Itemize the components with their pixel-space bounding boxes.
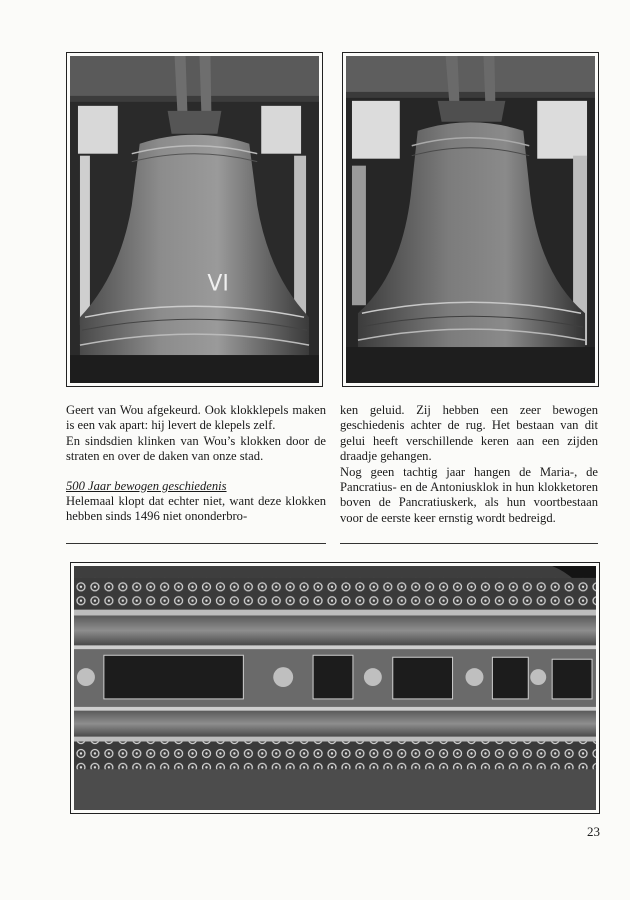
paragraph: Geert van Wou afgekeurd. Ook klokklepels maken is een vak apart: hij levert de klepels zelf. xyxy=(66,403,326,433)
bell-photo-right xyxy=(342,52,599,387)
text-column-right xyxy=(340,403,598,526)
page-number: 23 xyxy=(587,824,600,839)
column-rule-left xyxy=(66,543,326,544)
paragraph: Nog geen tachtig jaar hangen de Maria-, de Pancratius- en de Antoniusklok in hun klokketoren boven de Pancratiuskerk, als hun voortbestaan voor de eerste keer ernstig wordt bedreigd. xyxy=(340,464,598,525)
bell-inscription-photo xyxy=(70,562,600,814)
bell-illustration-right xyxy=(346,56,595,383)
bell-illustration-left xyxy=(70,56,319,383)
paragraph: ken geluid. Zij hebben een zeer bewogen geschiedenis achter de rug. Het bestaan van dit gelui heeft verschillende keren aan een zijden draadje gehangen. xyxy=(340,403,598,464)
paragraph: En sindsdien klinken van Wou’s klokken door de straten en over de daken van onze stad. xyxy=(66,433,326,464)
text-column-left xyxy=(66,403,326,525)
subheading: 500 Jaar bewogen geschiedenis xyxy=(66,478,227,493)
paragraph: Helemaal klopt dat echter niet, want deze klokken hebben sinds 1496 niet ononderbro- xyxy=(66,494,326,524)
bell-inscription-closeup xyxy=(74,566,596,810)
bell-mark: VI xyxy=(207,271,229,297)
bell-photo-left xyxy=(66,52,323,387)
column-rule-right xyxy=(340,543,598,544)
